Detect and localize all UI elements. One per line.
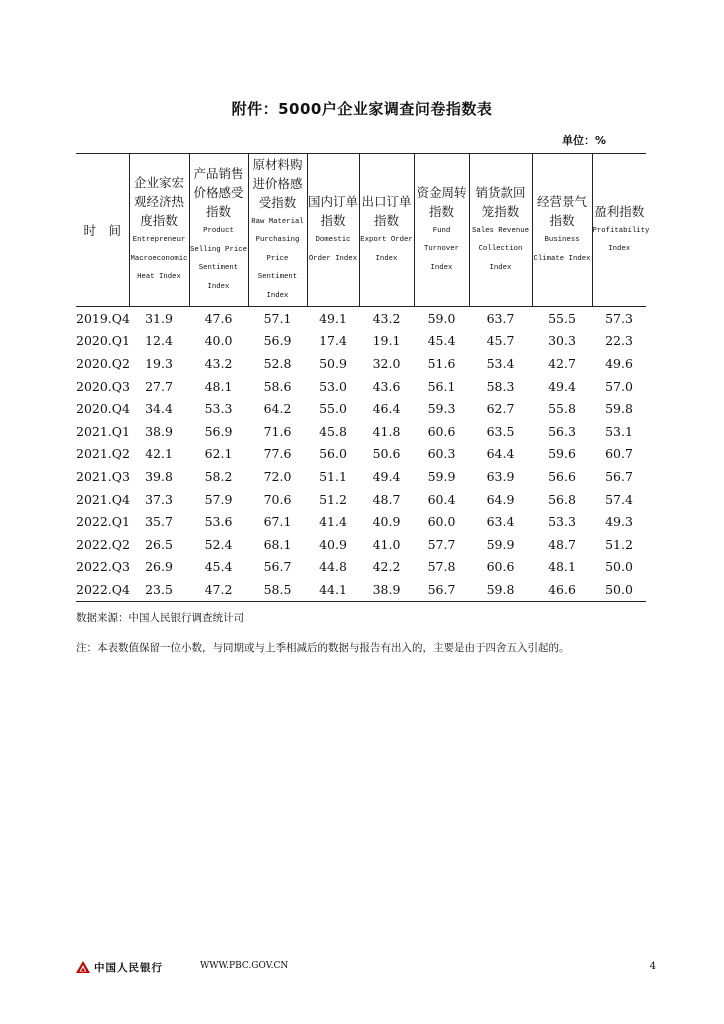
value-cell: 57.3 [605,310,633,326]
value-cell: 41.0 [372,536,401,552]
value-cell: 53.6 [204,514,233,530]
data-source: 数据来源：中国人民银行调查统计司 [76,612,244,624]
value-cell: 63.9 [486,468,515,484]
value-cell: 57.8 [427,559,456,575]
value-cell: 72.0 [263,468,292,484]
value-cell: 64.4 [486,446,515,462]
period-cell: 2021.Q3 [76,468,130,484]
value-cell: 56.7 [427,581,456,597]
column-header [592,154,650,307]
column-header-period [76,154,129,307]
page-number: 4 [649,961,656,972]
value-cell: 43.2 [372,310,401,326]
column-header-en: Raw Material Purchasing Price Sentiment Index [251,217,304,300]
pbc-logo-icon [76,961,90,973]
value-cell: 56.6 [548,468,576,484]
value-cell: 64.2 [263,401,292,417]
period-cell: 2022.Q4 [76,581,130,597]
value-cell: 19.3 [145,355,173,371]
period-cell: 2020.Q1 [76,333,130,349]
value-cell: 57.9 [204,491,233,507]
table-row [76,307,646,330]
document-title: 附件：5000户企业家调查问卷指数表 [231,100,493,118]
value-cell: 56.8 [548,491,576,507]
value-cell: 53.1 [605,423,633,439]
value-cell: 48.7 [548,536,576,552]
column-header [189,154,248,307]
value-cell: 49.4 [548,378,576,394]
value-cell: 49.6 [605,355,633,371]
table-row [76,556,646,579]
value-cell: 22.3 [605,333,633,349]
value-cell: 56.0 [319,446,347,462]
value-cell: 49.1 [319,310,347,326]
value-cell: 59.3 [427,401,456,417]
table-note: 注：本表数值保留一位小数，与同期或与上季相减后的数据与报告有出入的，主要是由于四舍五入引起的。 [76,642,570,654]
value-cell: 41.4 [319,514,347,530]
value-cell: 53.3 [548,514,576,530]
period-cell: 2021.Q2 [76,446,130,462]
value-cell: 58.5 [263,581,292,597]
value-cell: 62.1 [204,446,233,462]
column-header-en: Product Selling Price Sentiment Index [190,227,247,291]
value-cell: 34.4 [145,401,173,417]
table-row [76,330,646,353]
period-cell: 2020.Q2 [76,355,130,371]
value-cell: 63.4 [486,514,515,530]
value-cell: 43.2 [204,355,233,371]
column-header-cn: 经营景气指数 [536,194,587,228]
value-cell: 12.4 [145,333,173,349]
value-cell: 42.1 [145,446,173,462]
value-cell: 56.9 [204,423,233,439]
column-header-en: Fund Turnover Index [423,226,460,272]
column-header-cn: 资金周转指数 [416,184,467,219]
website-url: WWW.PBC.GOV.CN [200,961,289,971]
value-cell: 59.8 [605,401,633,417]
value-cell: 62.7 [486,401,515,417]
value-cell: 63.5 [486,423,515,439]
value-cell: 53.3 [204,401,233,417]
value-cell: 53.4 [486,355,515,371]
value-cell: 48.7 [372,491,401,507]
value-cell: 59.9 [486,536,515,552]
unit-label: 单位：% [562,134,607,147]
table-body [76,307,646,602]
value-cell: 58.3 [486,378,515,394]
value-cell: 50.9 [319,355,347,371]
column-header-cn: 原材料购进价格感受指数 [252,156,303,210]
period-cell: 2021.Q4 [76,491,130,507]
value-cell: 31.9 [145,310,173,326]
value-cell: 45.7 [486,333,515,349]
value-cell: 50.0 [605,559,633,575]
table-row [76,488,646,511]
column-header [414,154,469,307]
page-footer [76,960,656,976]
column-header-cn: 时 间 [83,222,121,238]
period-cell: 2020.Q3 [76,378,130,394]
column-header [307,154,359,307]
value-cell: 26.9 [145,559,173,575]
value-cell: 51.2 [605,536,633,552]
value-cell: 58.6 [263,378,292,394]
column-header-cn: 销货款回笼指数 [475,184,526,219]
table-row [76,375,646,398]
value-cell: 55.0 [319,401,347,417]
table-row [76,465,646,488]
value-cell: 40.9 [372,514,401,530]
value-cell: 35.7 [145,514,173,530]
value-cell: 26.5 [145,536,173,552]
table-row [76,420,646,443]
header-row [76,154,646,307]
table-row [76,443,646,466]
value-cell: 23.5 [145,581,173,597]
value-cell: 41.8 [372,423,401,439]
value-cell: 42.2 [372,559,401,575]
value-cell: 59.9 [427,468,456,484]
period-cell: 2022.Q2 [76,536,130,552]
value-cell: 71.6 [263,423,292,439]
value-cell: 38.9 [145,423,173,439]
value-cell: 60.3 [427,446,456,462]
column-header-cn: 国内订单指数 [307,194,358,228]
value-cell: 64.9 [486,491,515,507]
value-cell: 51.6 [427,355,456,371]
value-cell: 50.6 [372,446,401,462]
column-header-en: Domestic Order Index [308,236,358,263]
value-cell: 56.7 [605,468,633,484]
column-header-cn: 企业家宏观经济热度指数 [133,175,184,229]
period-cell: 2019.Q4 [76,310,130,326]
value-cell: 45.4 [427,333,456,349]
value-cell: 38.9 [372,581,401,597]
column-header [129,154,189,307]
value-cell: 52.8 [263,355,292,371]
value-cell: 32.0 [372,355,401,371]
table-row [76,352,646,375]
column-header-en: Profitability Index [592,226,650,253]
period-cell: 2022.Q3 [76,559,130,575]
value-cell: 55.8 [548,401,576,417]
value-cell: 17.4 [319,333,347,349]
value-cell: 51.1 [319,468,347,484]
value-cell: 57.1 [263,310,292,326]
value-cell: 68.1 [263,536,292,552]
value-cell: 43.6 [372,378,401,394]
value-cell: 47.2 [204,581,233,597]
value-cell: 56.3 [548,423,576,439]
value-cell: 45.8 [319,423,347,439]
value-cell: 44.8 [319,559,347,575]
value-cell: 39.8 [145,468,173,484]
index-table [76,153,650,602]
column-header [248,154,307,307]
value-cell: 50.0 [605,581,633,597]
column-header-en: Sales Revenue Collection Index [472,226,529,272]
value-cell: 45.4 [204,559,233,575]
value-cell: 77.6 [263,446,292,462]
column-header-cn: 盈利指数 [594,203,645,219]
value-cell: 40.0 [204,333,233,349]
value-cell: 52.4 [204,536,233,552]
value-cell: 56.9 [263,333,292,349]
column-header-en: Entrepreneur Macroeconomic Heat Index [130,236,188,282]
value-cell: 60.6 [486,559,515,575]
value-cell: 44.1 [319,581,347,597]
value-cell: 40.9 [319,536,347,552]
value-cell: 49.3 [605,514,633,530]
value-cell: 46.4 [372,401,401,417]
period-cell: 2021.Q1 [76,423,130,439]
value-cell: 46.6 [548,581,576,597]
value-cell: 48.1 [204,378,233,394]
value-cell: 55.5 [548,310,576,326]
value-cell: 59.8 [486,581,515,597]
value-cell: 42.7 [548,355,576,371]
table-row [76,533,646,556]
value-cell: 53.0 [319,378,347,394]
value-cell: 57.4 [605,491,633,507]
value-cell: 56.7 [263,559,292,575]
table-row [76,397,646,420]
value-cell: 60.0 [427,514,456,530]
value-cell: 58.2 [204,468,233,484]
value-cell: 57.0 [605,378,633,394]
table-row [76,510,646,533]
value-cell: 47.6 [204,310,233,326]
period-cell: 2020.Q4 [76,401,130,417]
column-header-en: Export Order Index [360,236,413,263]
value-cell: 30.3 [548,333,576,349]
column-header [469,154,532,307]
value-cell: 59.0 [427,310,456,326]
bank-name: 中国人民银行 [94,962,163,974]
period-cell: 2022.Q1 [76,514,130,530]
column-header [359,154,414,307]
value-cell: 48.1 [548,559,576,575]
column-header-cn: 出口订单指数 [361,194,412,228]
value-cell: 63.7 [486,310,515,326]
value-cell: 59.6 [548,446,576,462]
value-cell: 57.7 [427,536,456,552]
value-cell: 37.3 [145,491,173,507]
value-cell: 19.1 [372,333,401,349]
value-cell: 56.1 [427,378,456,394]
value-cell: 70.6 [263,491,292,507]
column-header-cn: 产品销售价格感受指数 [193,166,244,219]
value-cell: 27.7 [145,378,173,394]
value-cell: 67.1 [263,514,292,530]
value-cell: 60.7 [605,446,633,462]
value-cell: 49.4 [372,468,401,484]
value-cell: 51.2 [319,491,347,507]
value-cell: 60.6 [427,423,456,439]
table-row [76,578,646,601]
column-header-en: Business Climate Index [533,236,591,263]
column-header [532,154,592,307]
value-cell: 60.4 [427,491,456,507]
